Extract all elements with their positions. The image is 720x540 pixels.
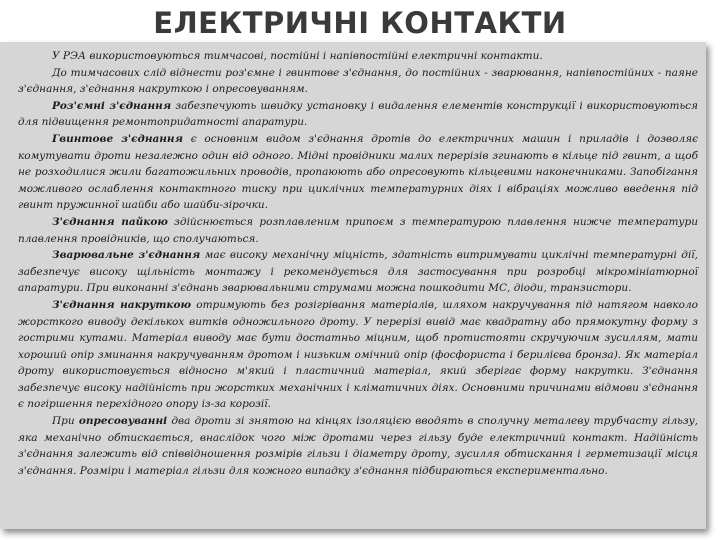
- term-wrap: З'єднання накруткою: [52, 298, 192, 311]
- paragraph-crimp: [18, 413, 698, 479]
- paragraph-weld: [18, 247, 698, 297]
- term-detachable: Роз'ємні з'єднання: [52, 99, 172, 112]
- lead-crimp: При: [52, 415, 79, 428]
- paragraph-types: У РЭА використовуються тимчасові, постійні і напівпостійні електричні контакти.: [52, 50, 543, 62]
- paragraph-solder: [18, 214, 698, 247]
- paragraph-classification: До тимчасових слід віднести роз'ємне і гвинтове з'єднання, до постійних - зварювання, напівпостійних - паяне з'єднання, з'єднання накруткою і опресовуванням.: [18, 66, 698, 96]
- text-weld: має високу механічну міцність, здатність витримувати циклічні температурні дії, забезпечує високу щільність монтажу і рекомендується для застосування при розробці мікромініатюрної апаратури. При виконанні з'єднань зварювальними струмами можна пошкодити МС, діоди, транзистори.: [18, 249, 698, 295]
- page-title: ЕЛЕКТРИЧНІ КОНТАКТИ: [153, 6, 567, 40]
- text-detachable: забезпечують швидку установку і видалення елементів конструкції і використовуються для підвищення ремонтопридатності апаратури.: [18, 99, 698, 129]
- paragraph-screw: [18, 131, 698, 214]
- text-crimp: два дроти зі знятою на кінцях ізоляцією вводять в сполучну металеву трубчасту гільзу, яка механічно обтискається, внаслідок чого між дротами через гільзу буде електричний контакт. Надійність з'єднання залежить від співвідношення розмірів гільзи і діаметру дроту, зусилля обтискання і герметизації місця з'єднання. Розміри і матеріал гільзи для кожного випадку з'єднання підбираються експериментально.: [18, 415, 698, 477]
- paragraph-wrap: [18, 297, 698, 413]
- text-solder: здійснюється розплавленим припоєм з температурою плавлення нижче температури плавлення провідників, що сполучаються.: [18, 215, 698, 245]
- term-solder: З'єднання пайкою: [52, 215, 168, 228]
- term-crimp: опресовуванні: [78, 415, 168, 428]
- term-screw: Гвинтове з'єднання: [52, 132, 183, 145]
- text-wrap: отримують без розігрівання матеріалів, шляхом накручування під натягом навколо жорсткого виводу декількох витків одножильного дроту. У перерізі вивід має квадратну або прямокутну форму з гострими кутами. Матеріал виводу має бути достатньо міцним, щоб протистояти скручуючим зусиллям, мати хороший опір зминання накручуванням дротом і низьким омічний опір (фосфориста і берилієва бронза). Як матеріал дроту використовується відносно м'який і пластичний матеріал, який зберігає форму накрутки. З'єднання забезпечує високу надійність при жорстких механічних і кліматичних діях. Основними причинами відмови з'єднання є погіршення перехідного опору із-за корозії.: [18, 298, 699, 411]
- body-text: [18, 48, 698, 479]
- term-weld: Зварювальне з'єднання: [52, 249, 201, 262]
- paragraph-detachable: [18, 98, 698, 131]
- text-screw: є основним видом з'єднання дротів до електричних машин і приладів і дозволяє комутувати дроти незалежно один від одного. Мідні провідники малих перерізів згинають в кільце під гвинт, а щоб не розходилися жили багатожильних проводів, пропаюють або опресовують кільцевими наконечниками. Запобігання можливого ослаблення контактного тиску при циклічних температурних діях і вібраціях можливо введення під гвинт пружинної шайби або шайби-зірочки.: [18, 132, 698, 212]
